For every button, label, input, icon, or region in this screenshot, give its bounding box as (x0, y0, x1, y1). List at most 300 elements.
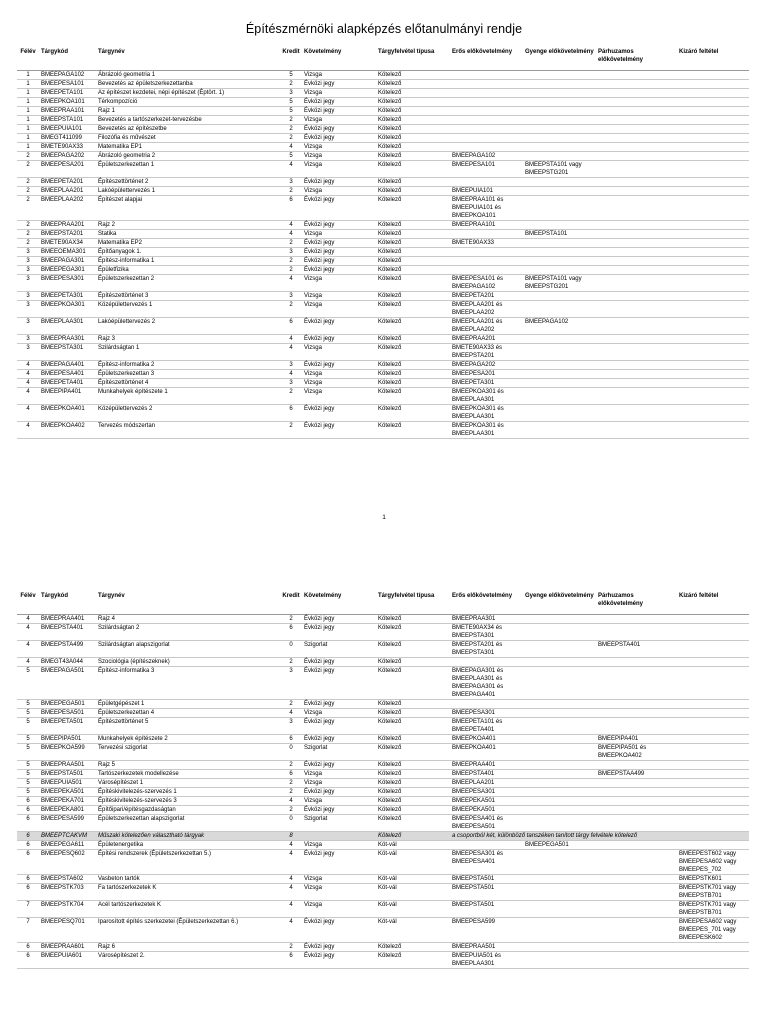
cell-enrollment-type: Kötelező (376, 615, 450, 624)
cell-requirement: Vizsga (302, 770, 376, 779)
cell-enrollment-type: Köt-vál (376, 850, 450, 875)
cell-credit: 3 (280, 361, 302, 370)
cell-credit: 4 (280, 884, 302, 901)
table-row (17, 266, 749, 275)
cell-strong-prereq: BMEEPAGA202 (450, 361, 523, 370)
cell-parallel-prereq (596, 239, 677, 248)
cell-weak-prereq (523, 143, 596, 152)
cell-enrollment-type: Kötelező (376, 744, 450, 761)
cell-course-name: Építéskivitelezés-szervezés 1 (96, 788, 280, 797)
cell-course-code: BMEEPKOA101 (39, 98, 96, 107)
table-header-row (17, 592, 749, 615)
cell-enrollment-type: Kötelező (376, 361, 450, 370)
table-row (17, 615, 749, 624)
cell-enrollment-type: Kötelező (376, 624, 450, 641)
cell-strong-prereq: BMEEPSTA501 (450, 884, 523, 901)
cell-parallel-prereq (596, 388, 677, 405)
cell-semester: 6 (17, 841, 39, 850)
cell-course-code: BMEEPETA501 (39, 718, 96, 735)
cell-weak-prereq (523, 239, 596, 248)
cell-requirement: Évközi jegy (302, 700, 376, 709)
cell-requirement: Vizsga (302, 779, 376, 788)
header-requirement: Követelmény (302, 592, 376, 615)
cell-course-name: Építészet alapjai (96, 196, 280, 221)
cell-course-code: BMEEPKOA301 (39, 301, 96, 318)
cell-parallel-prereq (596, 918, 677, 943)
table-row (17, 161, 749, 178)
cell-credit: 0 (280, 815, 302, 832)
cell-requirement: Vizsga (302, 89, 376, 98)
cell-strong-prereq: BMEEPLAA201 (450, 779, 523, 788)
cell-course-code: BMEEPSTA401 (39, 624, 96, 641)
cell-course-name: Rajz 1 (96, 107, 280, 116)
cell-strong-prereq (450, 178, 523, 187)
cell-semester: 5 (17, 779, 39, 788)
cell-weak-prereq (523, 388, 596, 405)
cell-course-code: BMEEPEGA301 (39, 266, 96, 275)
cell-course-code: BMEEPESQ602 (39, 850, 96, 875)
cell-parallel-prereq (596, 370, 677, 379)
cell-enrollment-type: Kötelező (376, 788, 450, 797)
cell-credit: 4 (280, 230, 302, 239)
cell-semester: 4 (17, 624, 39, 641)
cell-semester: 5 (17, 744, 39, 761)
cell-course-code: BMEEPSTA201 (39, 230, 96, 239)
cell-enrollment-type: Kötelező (376, 152, 450, 161)
cell-parallel-prereq (596, 292, 677, 301)
cell-credit: 2 (280, 388, 302, 405)
cell-requirement: Vizsga (302, 152, 376, 161)
cell-strong-prereq: BMEEPESA101 (450, 161, 523, 178)
cell-course-name: Épületenergetika (96, 841, 280, 850)
cell-semester: 3 (17, 257, 39, 266)
cell-course-name: Rajz 6 (96, 943, 280, 952)
cell-enrollment-type: Kötelező (376, 700, 450, 709)
cell-semester: 4 (17, 641, 39, 658)
cell-semester: 6 (17, 884, 39, 901)
cell-exclusion (677, 89, 749, 98)
cell-semester: 5 (17, 667, 39, 700)
cell-semester: 6 (17, 875, 39, 884)
cell-weak-prereq (523, 788, 596, 797)
cell-course-name: Rajz 2 (96, 221, 280, 230)
document-title: Építészmérnöki alapképzés előtanulmányi rendje (245, 22, 523, 36)
cell-exclusion (677, 221, 749, 230)
cell-course-name: Rajz 3 (96, 335, 280, 344)
cell-strong-prereq: BMETE90AX33 (450, 239, 523, 248)
cell-parallel-prereq (596, 196, 677, 221)
table-row (17, 301, 749, 318)
cell-strong-prereq: BMEEPSTA501 (450, 901, 523, 918)
cell-semester: 2 (17, 152, 39, 161)
cell-strong-prereq (450, 71, 523, 80)
cell-strong-prereq: BMEEPRAA401 (450, 761, 523, 770)
cell-enrollment-type: Kötelező (376, 89, 450, 98)
cell-requirement: Évközi jegy (302, 335, 376, 344)
cell-strong-prereq (450, 841, 523, 850)
cell-exclusion (677, 318, 749, 335)
cell-course-code: BMETE90AX34 (39, 239, 96, 248)
cell-parallel-prereq (596, 901, 677, 918)
header-course-code: Tárgykód (39, 592, 96, 615)
cell-enrollment-type: Kötelező (376, 116, 450, 125)
cell-parallel-prereq (596, 71, 677, 80)
cell-strong-prereq: BMEEPETA201 (450, 292, 523, 301)
header-parallel-prereq: Párhuzamos előkövetelmény (596, 48, 677, 71)
cell-course-name: Építész-informatika 2 (96, 361, 280, 370)
cell-credit: 2 (280, 761, 302, 770)
cell-credit: 2 (280, 806, 302, 815)
cell-credit: 3 (280, 667, 302, 700)
cell-enrollment-type: Kötelező (376, 275, 450, 292)
cell-weak-prereq (523, 624, 596, 641)
table-body (17, 615, 749, 969)
cell-weak-prereq (523, 641, 596, 658)
cell-course-code: BMEEPETA401 (39, 379, 96, 388)
cell-course-code: BMEEPIPA501 (39, 735, 96, 744)
cell-requirement: Évközi jegy (302, 667, 376, 700)
cell-weak-prereq (523, 370, 596, 379)
cell-exclusion (677, 379, 749, 388)
cell-parallel-prereq (596, 841, 677, 850)
cell-semester: 6 (17, 850, 39, 875)
cell-weak-prereq (523, 815, 596, 832)
cell-course-code: BMEEPESA501 (39, 709, 96, 718)
cell-semester: 2 (17, 178, 39, 187)
cell-weak-prereq (523, 770, 596, 779)
cell-enrollment-type: Kötelező (376, 187, 450, 196)
cell-requirement: Évközi jegy (302, 788, 376, 797)
cell-semester: 4 (17, 370, 39, 379)
cell-parallel-prereq (596, 422, 677, 439)
cell-course-name: Munkahelyek építészete 2 (96, 735, 280, 744)
cell-parallel-prereq (596, 125, 677, 134)
cell-enrollment-type: Kötelező (376, 71, 450, 80)
cell-credit: 5 (280, 71, 302, 80)
cell-exclusion (677, 770, 749, 779)
cell-course-code: BMEEPSTA602 (39, 875, 96, 884)
cell-enrollment-type: Köt-vál (376, 918, 450, 943)
cell-course-code: BMEEPTCAKVM (39, 832, 96, 841)
table-row (17, 178, 749, 187)
cell-strong-prereq: BMEEPRAA101 (450, 221, 523, 230)
header-requirement: Követelmény (302, 48, 376, 71)
table-row (17, 841, 749, 850)
cell-requirement: Évközi jegy (302, 248, 376, 257)
cell-course-code: BMEEPESA201 (39, 161, 96, 178)
cell-course-code: BMEEPAGA301 (39, 257, 96, 266)
cell-parallel-prereq (596, 107, 677, 116)
cell-weak-prereq (523, 884, 596, 901)
cell-credit: 4 (280, 335, 302, 344)
cell-exclusion (677, 388, 749, 405)
cell-course-code: BMEEPETA201 (39, 178, 96, 187)
cell-credit: 4 (280, 370, 302, 379)
cell-course-name: Tartószerkezetek modellezése (96, 770, 280, 779)
table-row (17, 744, 749, 761)
cell-course-code: BMEEPSTK704 (39, 901, 96, 918)
cell-strong-prereq (450, 125, 523, 134)
cell-semester: 6 (17, 806, 39, 815)
cell-exclusion (677, 292, 749, 301)
header-course-code: Tárgykód (39, 48, 96, 71)
cell-weak-prereq (523, 221, 596, 230)
cell-enrollment-type: Kötelező (376, 658, 450, 667)
cell-course-name: Statika (96, 230, 280, 239)
cell-course-name: Városépítészet 1 (96, 779, 280, 788)
cell-enrollment-type: Kötelező (376, 779, 450, 788)
table-row (17, 718, 749, 735)
cell-requirement: Évközi jegy (302, 405, 376, 422)
cell-weak-prereq (523, 901, 596, 918)
table-row (17, 943, 749, 952)
cell-weak-prereq (523, 943, 596, 952)
cell-requirement: Évközi jegy (302, 658, 376, 667)
table-row (17, 71, 749, 80)
cell-semester: 3 (17, 318, 39, 335)
cell-requirement: Vizsga (302, 143, 376, 152)
cell-requirement: Szigorlat (302, 744, 376, 761)
cell-strong-prereq: BMEEPESA201 (450, 370, 523, 379)
cell-course-code: BMEEPRAA201 (39, 221, 96, 230)
cell-strong-prereq: BMEEPKOA301 és BMEEPLAA301 (450, 422, 523, 439)
cell-weak-prereq (523, 918, 596, 943)
cell-weak-prereq (523, 850, 596, 875)
cell-strong-prereq (450, 257, 523, 266)
cell-strong-prereq (450, 266, 523, 275)
cell-enrollment-type: Kötelező (376, 832, 450, 841)
cell-exclusion (677, 344, 749, 361)
cell-weak-prereq: BMEEPSTA101 (523, 230, 596, 239)
cell-strong-prereq: BMEEPLAA201 és BMEEPLAA202 (450, 301, 523, 318)
cell-exclusion (677, 196, 749, 221)
cell-course-code: BMEEPESA401 (39, 370, 96, 379)
cell-course-code: BMEEPEKA501 (39, 788, 96, 797)
cell-parallel-prereq (596, 761, 677, 770)
cell-parallel-prereq (596, 850, 677, 875)
cell-strong-prereq: BMEEPEKA501 (450, 797, 523, 806)
cell-requirement: Vizsga (302, 379, 376, 388)
cell-exclusion (677, 806, 749, 815)
cell-strong-prereq: BMEEPRAA501 (450, 943, 523, 952)
cell-weak-prereq (523, 187, 596, 196)
cell-course-code: BMEEPESA301 (39, 275, 96, 292)
cell-parallel-prereq (596, 266, 677, 275)
cell-enrollment-type: Kötelező (376, 125, 450, 134)
cell-course-code: BMEEPEGA611 (39, 841, 96, 850)
cell-semester: 1 (17, 89, 39, 98)
cell-requirement: Vizsga (302, 875, 376, 884)
cell-enrollment-type: Kötelező (376, 143, 450, 152)
cell-course-code: BMEEPSTK703 (39, 884, 96, 901)
cell-parallel-prereq (596, 943, 677, 952)
cell-course-code: BMEEPKOA599 (39, 744, 96, 761)
cell-credit: 5 (280, 107, 302, 116)
cell-strong-prereq (450, 658, 523, 667)
cell-weak-prereq (523, 98, 596, 107)
cell-strong-prereq: BMEEPUIA501 és BMEEPLAA301 (450, 952, 523, 969)
cell-semester: 4 (17, 388, 39, 405)
cell-course-name: Szilárdságtan 1 (96, 344, 280, 361)
table-row (17, 797, 749, 806)
cell-weak-prereq (523, 744, 596, 761)
cell-course-name: Tervezés módszertan (96, 422, 280, 439)
cell-enrollment-type: Kötelező (376, 770, 450, 779)
cell-course-name: Vasbeton tartók (96, 875, 280, 884)
cell-strong-prereq: BMEEPESA401 és BMEEPESA501 (450, 815, 523, 832)
cell-course-code: BMEEPUIA601 (39, 952, 96, 969)
cell-requirement: Vizsga (302, 187, 376, 196)
cell-parallel-prereq (596, 718, 677, 735)
table-row (17, 230, 749, 239)
cell-requirement: Évközi jegy (302, 952, 376, 969)
cell-exclusion (677, 143, 749, 152)
cell-enrollment-type: Kötelező (376, 405, 450, 422)
cell-enrollment-type: Köt-vál (376, 875, 450, 884)
cell-enrollment-type: Kötelező (376, 221, 450, 230)
cell-course-code: BMEEPRAA101 (39, 107, 96, 116)
cell-semester: 3 (17, 301, 39, 318)
cell-exclusion (677, 641, 749, 658)
cell-strong-prereq: BMEEPKOA301 és BMEEPLAA301 (450, 405, 523, 422)
cell-enrollment-type: Kötelező (376, 388, 450, 405)
cell-course-code: BMEEPSTA499 (39, 641, 96, 658)
cell-semester: 1 (17, 143, 39, 152)
table-row (17, 152, 749, 161)
curriculum-table (17, 48, 749, 439)
cell-semester: 1 (17, 80, 39, 89)
cell-course-name: Építészettörténet 5 (96, 718, 280, 735)
cell-course-name: Szociológia (építészeknek) (96, 658, 280, 667)
cell-enrollment-type: Kötelező (376, 952, 450, 969)
cell-credit: 4 (280, 143, 302, 152)
cell-credit: 2 (280, 239, 302, 248)
cell-semester: 3 (17, 275, 39, 292)
cell-exclusion (677, 370, 749, 379)
cell-course-name: Építész-informatika 3 (96, 667, 280, 700)
cell-credit: 3 (280, 379, 302, 388)
cell-strong-prereq: BMEEPETA301 (450, 379, 523, 388)
cell-requirement: Vizsga (302, 370, 376, 379)
cell-parallel-prereq: BMEEPIPA501 és BMEEPKOA402 (596, 744, 677, 761)
cell-credit: 4 (280, 901, 302, 918)
cell-semester: 6 (17, 952, 39, 969)
table-row (17, 806, 749, 815)
cell-credit: 6 (280, 405, 302, 422)
cell-exclusion (677, 275, 749, 292)
table-row (17, 850, 749, 875)
cell-course-name: Építészettörténet 3 (96, 292, 280, 301)
cell-parallel-prereq: BMEEPIPA401 (596, 735, 677, 744)
cell-course-name: Ábrázoló geometria 2 (96, 152, 280, 161)
cell-requirement: Szigorlat (302, 815, 376, 832)
table-row (17, 89, 749, 98)
cell-credit: 4 (280, 221, 302, 230)
cell-weak-prereq (523, 257, 596, 266)
header-enrollment-type: Tárgyfelvétel típusa (376, 48, 450, 71)
cell-enrollment-type: Kötelező (376, 806, 450, 815)
cell-parallel-prereq (596, 797, 677, 806)
table-row (17, 80, 749, 89)
cell-enrollment-type: Köt-vál (376, 841, 450, 850)
cell-enrollment-type: Kötelező (376, 761, 450, 770)
cell-course-name: Építési rendszerek (Épületszerkezettan 5.) (96, 850, 280, 875)
cell-course-name: Bevezetés a tartószerkezet-tervezésbe (96, 116, 280, 125)
cell-exclusion (677, 422, 749, 439)
cell-exclusion: BMEEPEST602 vagy BMEEPESA602 vagy BMEEPES_702 (677, 850, 749, 875)
cell-semester: 4 (17, 405, 39, 422)
cell-requirement: Vizsga (302, 841, 376, 850)
cell-semester: 5 (17, 709, 39, 718)
cell-parallel-prereq (596, 658, 677, 667)
header-exclusion: Kizáró feltétel (677, 592, 749, 615)
cell-course-code: BMEEPUIA101 (39, 125, 96, 134)
cell-weak-prereq (523, 80, 596, 89)
cell-semester: 6 (17, 815, 39, 832)
cell-enrollment-type: Kötelező (376, 196, 450, 221)
cell-credit: 2 (280, 779, 302, 788)
cell-exclusion (677, 125, 749, 134)
cell-weak-prereq (523, 301, 596, 318)
table-row (17, 248, 749, 257)
cell-weak-prereq (523, 196, 596, 221)
cell-course-code: BMEEPUIA501 (39, 779, 96, 788)
table-row (17, 832, 749, 841)
cell-exclusion (677, 624, 749, 641)
cell-weak-prereq (523, 107, 596, 116)
cell-strong-prereq (450, 134, 523, 143)
cell-weak-prereq (523, 89, 596, 98)
cell-requirement: Vizsga (302, 797, 376, 806)
cell-parallel-prereq (596, 275, 677, 292)
cell-requirement: Évközi jegy (302, 107, 376, 116)
table-body (17, 71, 749, 439)
cell-parallel-prereq (596, 779, 677, 788)
cell-requirement: Évközi jegy (302, 134, 376, 143)
cell-parallel-prereq (596, 615, 677, 624)
cell-parallel-prereq: BMEEPSTAA499 (596, 770, 677, 779)
cell-strong-prereq: BMEEPRAA101 és BMEEPUIA101 és BMEEPKOA101 (450, 196, 523, 221)
cell-semester: 1 (17, 98, 39, 107)
table-row (17, 918, 749, 943)
cell-course-name: Épületszerkezettan 3 (96, 370, 280, 379)
cell-course-name: Építészettörténet 4 (96, 379, 280, 388)
cell-exclusion (677, 71, 749, 80)
cell-strong-prereq: BMEEPETA101 és BMEEPETA401 (450, 718, 523, 735)
cell-semester: 1 (17, 125, 39, 134)
header-credit: Kredit (280, 48, 302, 71)
cell-weak-prereq (523, 266, 596, 275)
cell-enrollment-type: Kötelező (376, 667, 450, 700)
cell-course-name: Városépítészet 2. (96, 952, 280, 969)
cell-course-name: Középülettervezés 2 (96, 405, 280, 422)
cell-parallel-prereq (596, 405, 677, 422)
cell-parallel-prereq (596, 98, 677, 107)
table-row (17, 779, 749, 788)
cell-requirement: Vizsga (302, 71, 376, 80)
table-row (17, 292, 749, 301)
cell-enrollment-type: Köt-vál (376, 901, 450, 918)
cell-course-name: Tervezési szigorlat (96, 744, 280, 761)
cell-requirement: Évközi jegy (302, 624, 376, 641)
cell-requirement: Évközi jegy (302, 615, 376, 624)
cell-weak-prereq (523, 405, 596, 422)
cell-weak-prereq (523, 125, 596, 134)
table-row (17, 875, 749, 884)
cell-weak-prereq (523, 422, 596, 439)
cell-course-code: BMEEPRAA401 (39, 615, 96, 624)
cell-requirement: Évközi jegy (302, 918, 376, 943)
